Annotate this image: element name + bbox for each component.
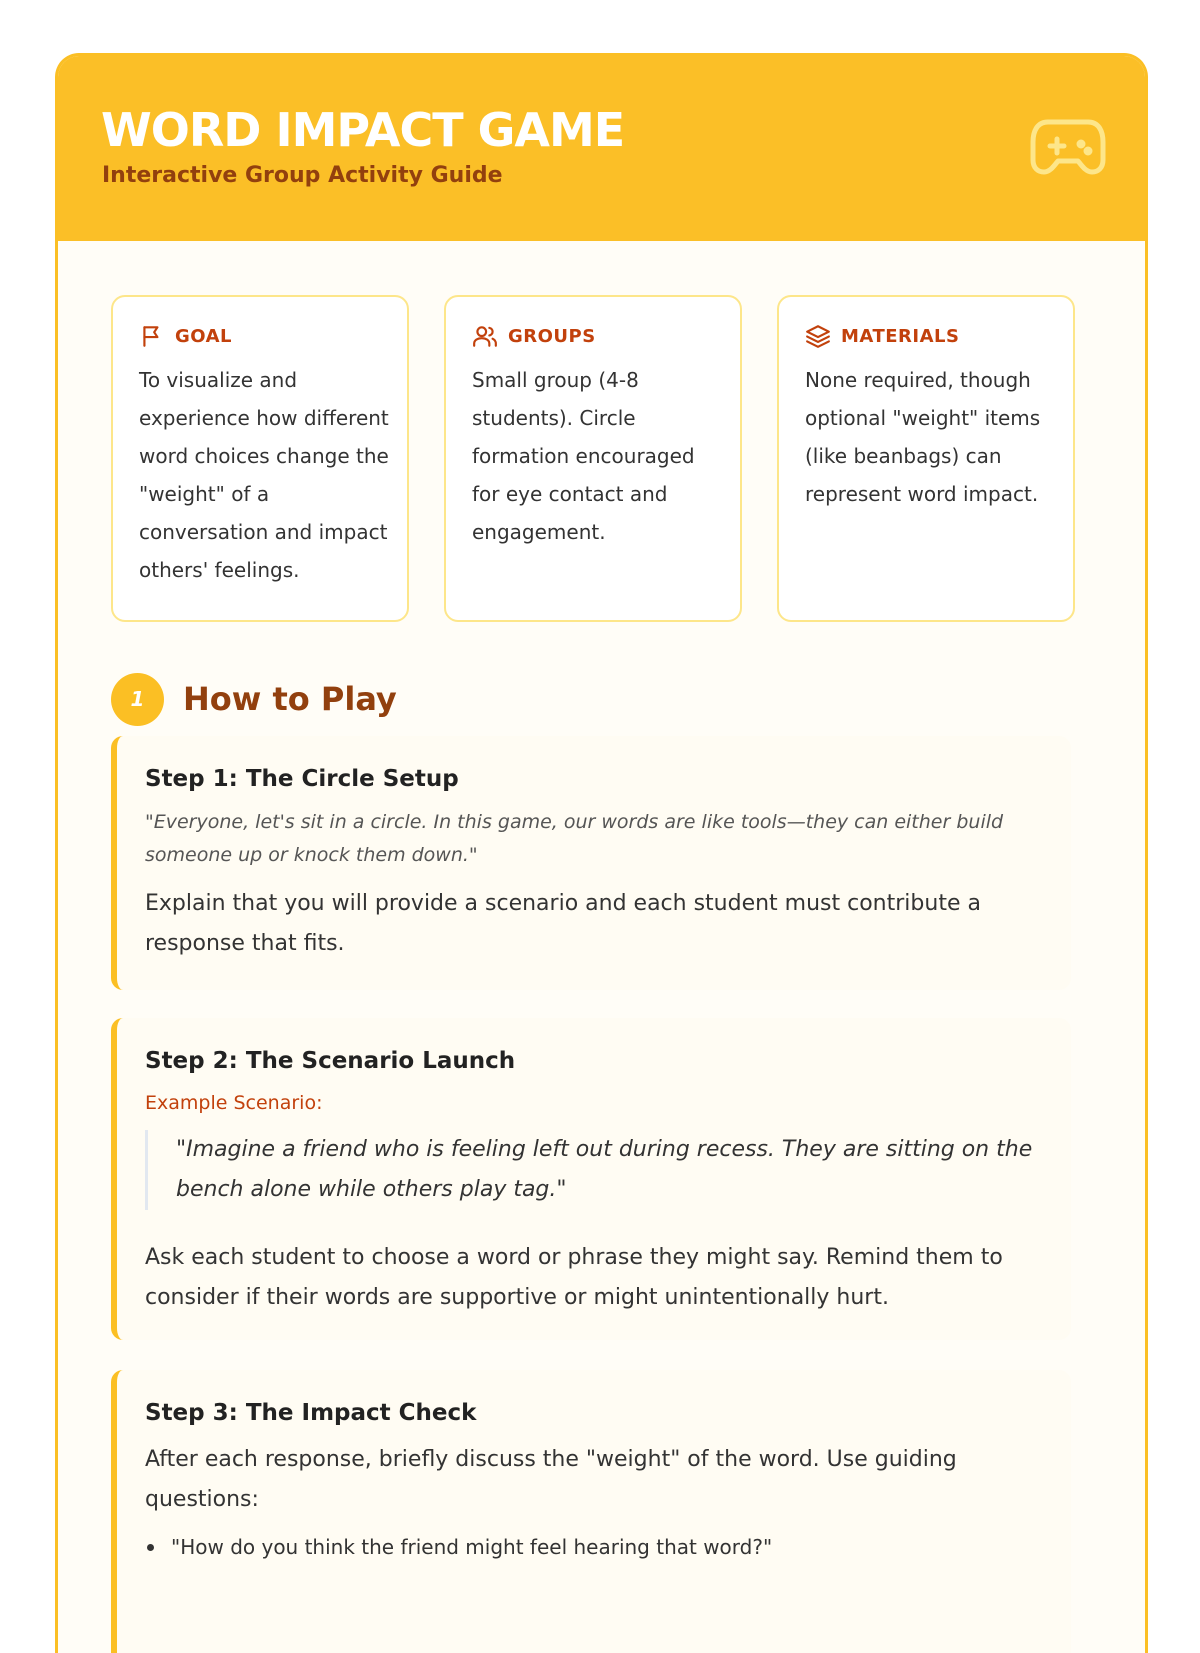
layers-icon [805,323,831,349]
example-scenario-quote: "Imagine a friend who is feeling left out during recess. They are sitting on the bench alone while others play tag." [145,1130,1045,1210]
page-subtitle: Interactive Group Activity Guide [102,163,503,188]
groups-card [444,295,742,622]
step-1-title: Step 1: The Circle Setup [145,766,459,792]
step-3-body: After each response, briefly discuss the "weight" of the word. Use guiding questions: [145,1447,957,1512]
step-1-card [111,736,1071,990]
page-title: WORD IMPACT GAME [101,103,625,157]
step-1-quote: "Everyone, let's sit in a circle. In this game, our words are like tools—they can either build someone up or knock them down." [145,811,1004,866]
materials-card [777,295,1075,622]
goal-text: To visualize and experience how different word choices change the "weight" of a conversation and impact others' feelings. [139,368,389,582]
example-scenario-label: Example Scenario: [145,1092,323,1114]
step-3-card [111,1370,1071,1653]
flag-icon [139,323,165,349]
step-1-body: Explain that you will provide a scenario and each student must contribute a response that fits. [145,891,981,956]
guiding-questions-list [145,1532,772,1562]
materials-label: MATERIALS [841,325,960,347]
list-item: "How do you think the friend might feel hearing that word?" [145,1532,772,1562]
goal-label: GOAL [175,325,232,347]
section-number-badge: 1 [111,673,164,726]
section-title: How to Play [183,680,397,718]
groups-heading [472,323,596,349]
goal-card [111,295,409,622]
header-banner [58,56,1145,241]
gamepad-icon [1030,116,1106,176]
groups-text: Small group (4-8 students). Circle formation encouraged for eye contact and engagement. [472,368,695,544]
step-2-card [111,1018,1071,1340]
goal-heading [139,323,232,349]
step-2-body: Ask each student to choose a word or phrase they might say. Remind them to consider if their words are supportive or might unintentionally hurt. [145,1245,1003,1310]
step-3-title: Step 3: The Impact Check [145,1400,477,1426]
activity-guide-card [55,53,1148,1653]
groups-label: GROUPS [508,325,596,347]
materials-text: None required, though optional "weight" items (like beanbags) can represent word impact. [805,368,1041,506]
materials-heading [805,323,959,349]
users-icon [472,323,498,349]
step-2-title: Step 2: The Scenario Launch [145,1048,516,1074]
